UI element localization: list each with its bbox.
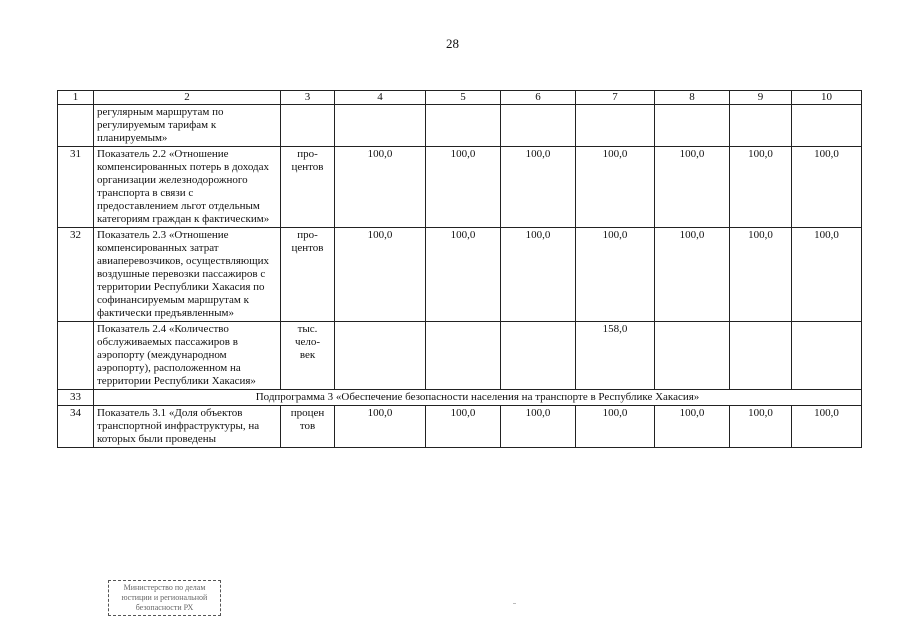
value-cell: 100,0 <box>792 406 862 448</box>
value-cell <box>335 322 426 390</box>
header-cell: 6 <box>501 91 576 105</box>
value-cell: 100,0 <box>730 228 792 322</box>
header-cell: 10 <box>792 91 862 105</box>
header-cell: 2 <box>94 91 281 105</box>
value-cell <box>501 105 576 147</box>
value-cell: 100,0 <box>335 147 426 228</box>
value-cell: 100,0 <box>655 228 730 322</box>
header-cell: 1 <box>58 91 94 105</box>
value-cell <box>426 105 501 147</box>
value-cell <box>501 322 576 390</box>
value-cell: 100,0 <box>501 228 576 322</box>
scan-speck <box>513 603 516 604</box>
value-cell: 100,0 <box>426 406 501 448</box>
value-cell <box>792 322 862 390</box>
page-number: 28 <box>446 36 459 51</box>
unit-of-measure <box>281 105 335 147</box>
value-cell: 100,0 <box>655 406 730 448</box>
row-number <box>58 322 94 390</box>
value-cell: 100,0 <box>792 228 862 322</box>
value-cell: 100,0 <box>335 406 426 448</box>
value-cell: 158,0 <box>576 322 655 390</box>
value-cell <box>730 322 792 390</box>
value-cell: 100,0 <box>501 147 576 228</box>
row-number: 31 <box>58 147 94 228</box>
value-cell: 100,0 <box>792 147 862 228</box>
subprogram-row <box>58 390 862 406</box>
value-cell <box>576 105 655 147</box>
official-stamp <box>108 580 221 616</box>
value-cell <box>426 322 501 390</box>
indicator-row <box>58 105 862 147</box>
indicator-name: Показатель 2.2 «Отношение компенсированных потерь в доходах организации железнодорожного транспорта в связи с предоставлением льгот отдельным категориям граждан к фактическим» <box>94 147 281 228</box>
row-number: 34 <box>58 406 94 448</box>
value-cell <box>655 105 730 147</box>
indicator-row <box>58 228 862 322</box>
value-cell: 100,0 <box>730 147 792 228</box>
stamp-line: Министерство по делам <box>123 583 206 592</box>
value-cell <box>730 105 792 147</box>
indicator-name: Показатель 2.4 «Количество обслуживаемых пассажиров в аэропорту (международном аэропорту), расположенном на территории Республики Хакасия» <box>94 322 281 390</box>
indicator-row <box>58 406 862 448</box>
value-cell: 100,0 <box>576 406 655 448</box>
indicator-table <box>57 90 862 448</box>
unit-of-measure: процен тов <box>281 406 335 448</box>
indicator-name: Показатель 2.3 «Отношение компенсированных затрат авиаперевозчиков, осуществляющих воздушные перевозки пассажиров с территории Республики Хакасия по софинансируемым маршрутам к фактически предъявленным» <box>94 228 281 322</box>
indicator-name: регулярным маршрутам по регулируемым тарифам к планируемым» <box>94 105 281 147</box>
value-cell: 100,0 <box>730 406 792 448</box>
value-cell: 100,0 <box>426 228 501 322</box>
header-cell: 8 <box>655 91 730 105</box>
value-cell: 100,0 <box>655 147 730 228</box>
indicator-row <box>58 322 862 390</box>
value-cell: 100,0 <box>426 147 501 228</box>
row-number: 33 <box>58 390 94 406</box>
header-cell: 5 <box>426 91 501 105</box>
table-header-row <box>58 91 862 105</box>
stamp-line: юстиции и региональной <box>121 593 208 602</box>
header-cell: 9 <box>730 91 792 105</box>
value-cell <box>335 105 426 147</box>
header-cell: 4 <box>335 91 426 105</box>
indicator-name: Показатель 3.1 «Доля объектов транспортной инфраструктуры, на которых были проведены <box>94 406 281 448</box>
row-number <box>58 105 94 147</box>
unit-of-measure: тыс. чело- век <box>281 322 335 390</box>
header-cell: 3 <box>281 91 335 105</box>
value-cell: 100,0 <box>576 228 655 322</box>
value-cell <box>792 105 862 147</box>
value-cell <box>655 322 730 390</box>
unit-of-measure: про- центов <box>281 147 335 228</box>
row-number: 32 <box>58 228 94 322</box>
header-cell: 7 <box>576 91 655 105</box>
subprogram-title: Подпрограмма 3 «Обеспечение безопасности населения на транспорте в Республике Хакасия» <box>94 390 862 406</box>
value-cell: 100,0 <box>576 147 655 228</box>
stamp-line: безопасности РХ <box>135 603 194 612</box>
unit-of-measure: про- центов <box>281 228 335 322</box>
value-cell: 100,0 <box>335 228 426 322</box>
value-cell: 100,0 <box>501 406 576 448</box>
indicator-row <box>58 147 862 228</box>
